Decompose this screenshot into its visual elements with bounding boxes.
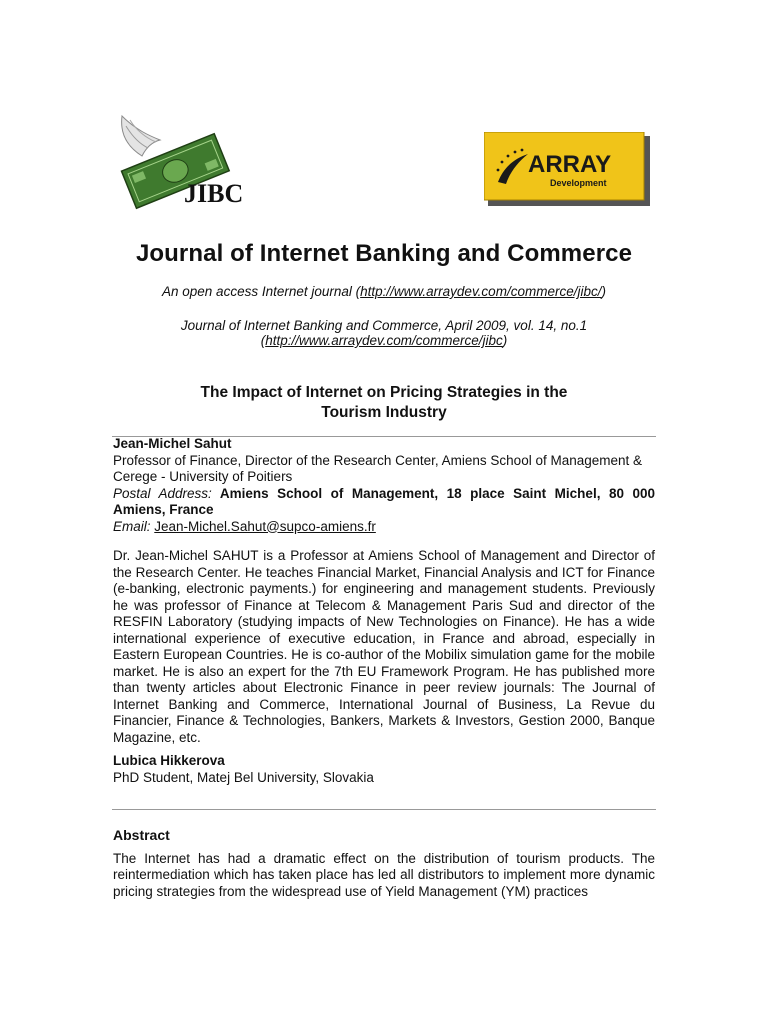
paper-title-line-2: Tourism Industry [321, 404, 447, 421]
paper-title [112, 383, 656, 423]
abstract-text: The Internet has had a dramatic effect on the distribution of tourism products. The reintermediation which has taken place has led all distributors to implement more dynamic pricing strategies from the widespread use of Yield Management (YM) practices [113, 850, 655, 899]
issue-url-suffix: ) [502, 333, 508, 348]
abstract-heading: Abstract [113, 827, 170, 843]
author-2-name: Lubica Hikkerova [113, 753, 225, 768]
abstract-section [113, 827, 655, 900]
winged-money-icon [112, 112, 260, 212]
author-2-affiliation: PhD Student, Matej Bel University, Slovakia [113, 769, 374, 785]
author-1-bio: Dr. Jean-Michel SAHUT is a Professor at Amiens School of Management and Director of the Research Center. He teaches Financial Market, Financial Analysis and ICT for Finance (e-banking, electronic payments.) for engineering and management students. Previously he was professor of Finance at Telecom & Management Paris Sud and director of the RESFIN Laboratory (studying impacts of New Technologies on Finance). He has a wide international experience of executive education, in France and abroad, especially in Eastern European Countries. He is co-author of the Mobilix simulation game for the mobile market. He is also an expert for the 7th EU Framework Program. He has published more than twenty articles about Electronic Finance in peer review journals: The Journal of Internet Banking and Commerce, International Journal of Business, La Revue du Financier, Finance & Technologies, Bankers, Markets & Investors, Gestion 2000, Banque Magazine, etc. [113, 548, 655, 745]
open-access-line [0, 284, 768, 299]
array-logo-text: ARRAY [528, 151, 612, 178]
email-link[interactable]: Jean-Michel.Sahut@supco-amiens.fr [154, 518, 376, 534]
author-1-name: Jean-Michel Sahut [113, 436, 232, 451]
issue-url-link[interactable]: http://www.arraydev.com/commerce/jibc [265, 333, 503, 348]
author-1-affiliation: Professor of Finance, Director of the Research Center, Amiens School of Management & Cerege - University of Poitiers [113, 452, 643, 484]
postal-label: Postal Address: [113, 485, 212, 501]
journal-url-link[interactable]: http://www.arraydev.com/commerce/jibc/ [360, 284, 602, 299]
divider-bottom [112, 809, 656, 810]
issue-line: Journal of Internet Banking and Commerce, April 2009, vol. 14, no.1 [180, 318, 588, 333]
author-1-email [113, 519, 655, 536]
email-label: Email: [113, 518, 151, 534]
open-access-suffix: ) [601, 284, 606, 299]
issue-url-prefix: ( [260, 333, 266, 348]
author-2-block [113, 753, 655, 786]
array-development-logo [484, 132, 650, 206]
paper-title-line-1: The Impact of Internet on Pricing Strategies in the [200, 384, 568, 401]
array-logo-graphic [484, 132, 650, 206]
postal-value: Amiens School of Management, 18 place Saint Michel, 80 000 Amiens, France [113, 485, 655, 517]
open-access-prefix: An open access Internet journal ( [162, 284, 361, 299]
array-logo-subtext: Development [550, 178, 607, 188]
author-1-postal [113, 486, 655, 519]
jibc-logo [112, 112, 260, 212]
jibc-logo-text: JIBC [184, 179, 244, 208]
author-1-block [113, 436, 655, 535]
issue-url-line [0, 333, 768, 348]
journal-title: Journal of Internet Banking and Commerce [135, 240, 633, 267]
